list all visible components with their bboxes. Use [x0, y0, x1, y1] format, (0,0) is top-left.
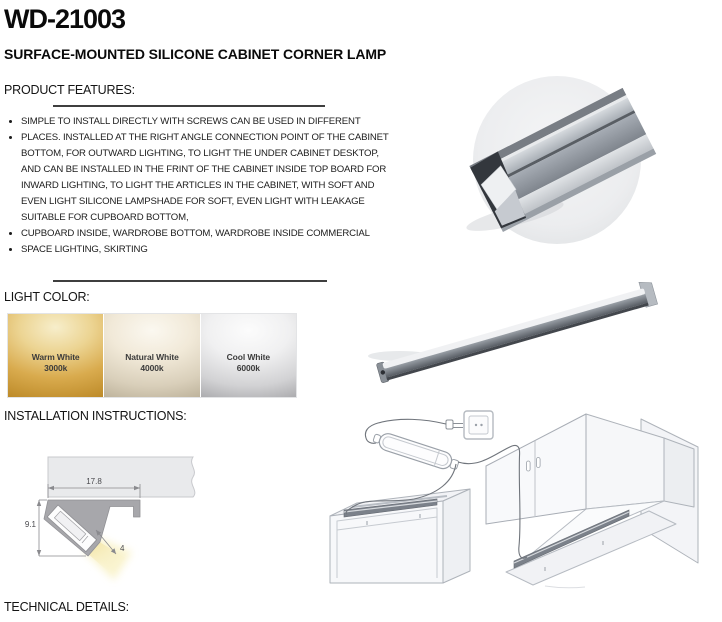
feature-item: • SIMPLE TO INSTALL DIRECTLY WITH SCREWS CAN BE USED IN DIFFERENT — [21, 114, 398, 130]
feature-item: • PLACES. INSTALLED AT THE RIGHT ANGLE CONNECTION POINT OF THE CABINET BOTTOM, FOR OUTWARD LIGHTING, TO LIGHT THE UNDER CABINET DESKTOP, AND CAN BE INSTALLED IN THE FRINT OF THE CABINET INSIDE TOP BOARD FOR INWARD LIGHTING, TO LIGHT THE ARTICLES IN THE CABINET, WITH SOFT AND EVEN LIGHT SILICONE LAMPSHADE FOR SOFT, EVEN LIGHT WITH LEAKAGE SUITABLE FOR CUPBOARD BOTTOM, — [21, 130, 398, 226]
power-plug — [446, 420, 463, 429]
led-bar-photo — [350, 270, 680, 400]
profile-cross-section-drawing — [0, 438, 260, 622]
swatch-warm-white — [8, 314, 103, 397]
door-handle — [527, 461, 531, 471]
swatch-kelvin: 4000k — [140, 363, 164, 374]
swatch-name: Natural White — [125, 352, 179, 363]
technical-heading: TECHNICAL DETAILS: — [4, 600, 129, 614]
dim-height-label: 9.1 — [24, 520, 36, 529]
cabinet-board-panel — [48, 457, 195, 497]
section-divider — [53, 105, 325, 107]
installation-heading: INSTALLATION INSTRUCTIONS: — [4, 409, 187, 423]
swatch-kelvin: 3000k — [44, 363, 68, 374]
swatch-natural-white — [104, 314, 199, 397]
features-list — [4, 114, 398, 258]
features-heading: PRODUCT FEATURES: — [4, 83, 135, 97]
feature-item: • CUPBOARD INSIDE, WARDROBE BOTTOM, WARDROBE INSIDE COMMERCIAL — [21, 226, 398, 242]
light-color-heading: LIGHT COLOR: — [4, 290, 90, 304]
door-handle — [537, 458, 541, 468]
swatch-name: Cool White — [226, 352, 271, 363]
led-driver — [371, 430, 460, 473]
led-bar — [375, 279, 658, 383]
swatch-name: Warm White — [31, 352, 80, 363]
feature-item: • SPACE LIGHTING, SKIRTING — [21, 242, 398, 258]
section-divider — [53, 280, 327, 282]
cabinet-doors — [486, 414, 586, 524]
corner-profile-photo — [444, 68, 676, 250]
dim-width-label: 17.8 — [86, 477, 102, 486]
page-title: WD-21003 — [4, 4, 126, 34]
swatch-kelvin: 6000k — [236, 363, 260, 374]
swatch-cool-white — [201, 314, 296, 397]
power-socket — [464, 411, 493, 439]
page-subtitle: SURFACE-MOUNTED SILICONE CABINET CORNER LAMP — [4, 46, 387, 62]
dim-window-label: 4 — [120, 544, 125, 553]
installation-diagram — [318, 398, 722, 598]
light-color-swatches — [7, 313, 297, 398]
